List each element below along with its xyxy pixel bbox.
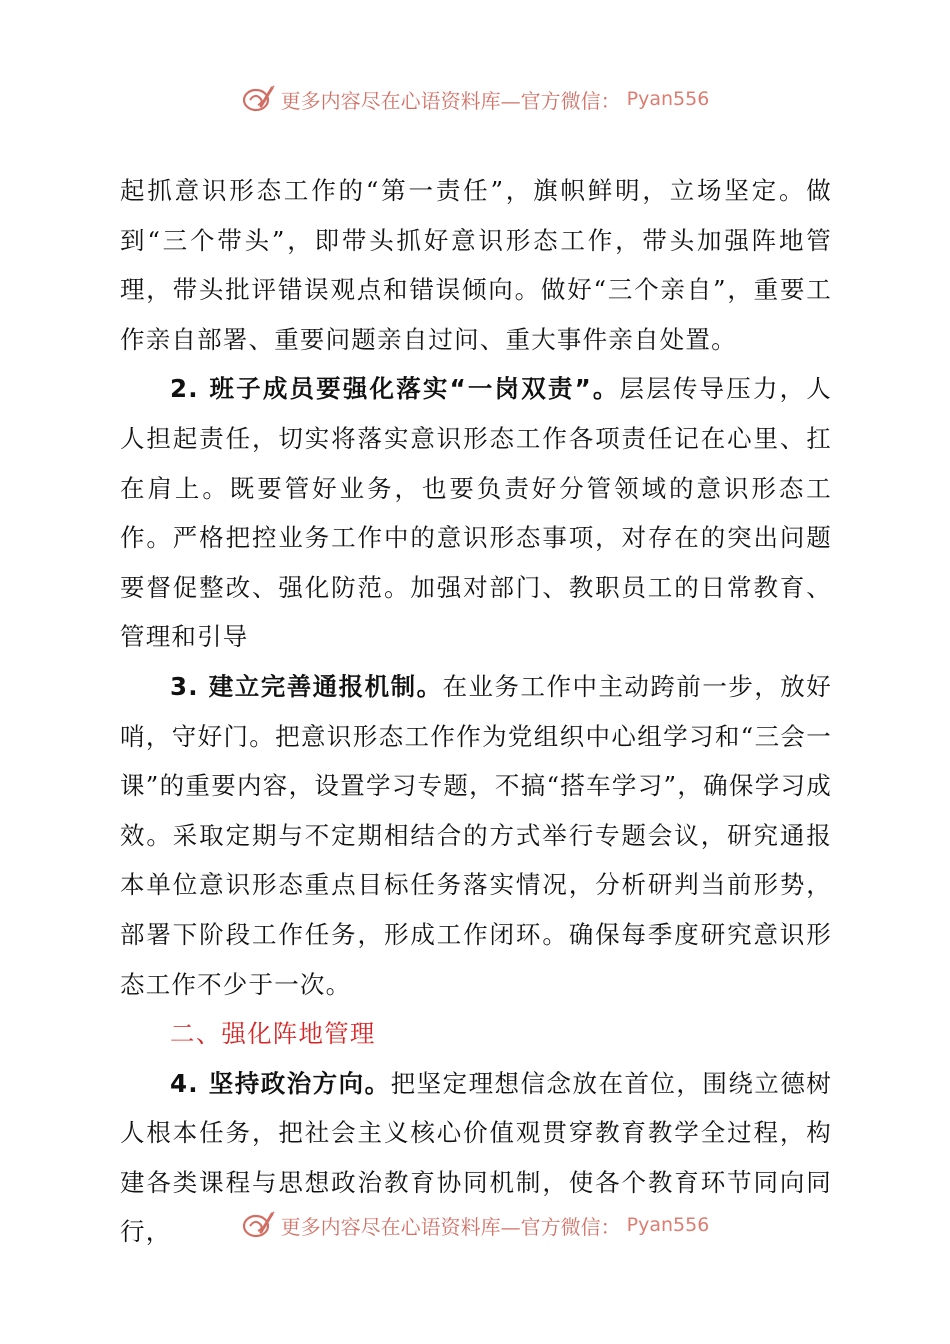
document-body bbox=[120, 166, 832, 1257]
pen-logo-icon bbox=[241, 1210, 275, 1240]
paragraph-4-body: 把坚定理想信念放在首位，围绕立德树人根本任务，把社会主义核心价值观贯穿教育教学全过程，构建各类课程与思想政治教育协同机制，使各个教育环节同向同行， bbox=[120, 1068, 832, 1247]
paragraph-4-lead: 4. 坚持政治方向。 bbox=[170, 1068, 391, 1098]
watermark-text: 更多内容尽在心语资料库—官方微信： bbox=[280, 1214, 621, 1239]
watermark-header bbox=[0, 84, 950, 114]
paragraph-2-body: 层层传导压力，人人担起责任，切实将落实意识形态工作各项责任记在心里、扛在肩上。既要管好业务，也要负责好分管领域的意识形态工作。严格把控业务工作中的意识形态事项，对存在的突出问题要督促整改、强化防范。加强对部门、教职员工的日常教育、管理和引导 bbox=[120, 374, 833, 652]
paragraph-1-body: 起抓意识形态工作的“第一责任”，旗帜鲜明，立场坚定。做到“三个带头”，即带头抓好意识形态工作，带头加强阵地管理，带头批评错误观点和错误倾向。做好“三个亲自”，重要工作亲自部署、重要问题亲自过问、重大事件亲自处置。 bbox=[120, 176, 832, 354]
paragraph-2 bbox=[120, 364, 832, 662]
pen-logo-icon bbox=[241, 84, 275, 114]
paragraph-2-lead: 2. 班子成员要强化落实“一岗双责”。 bbox=[170, 374, 620, 404]
watermark-text: 更多内容尽在心语资料库—官方微信： bbox=[280, 88, 621, 113]
watermark-id: Pyan556 bbox=[626, 88, 710, 110]
paragraph-3-lead: 3. 建立完善通报机制。 bbox=[170, 671, 443, 701]
watermark-id: Pyan556 bbox=[626, 1214, 710, 1236]
paragraph-1 bbox=[120, 166, 832, 364]
section-heading: 二、强化阵地管理 bbox=[170, 1019, 376, 1049]
paragraph-3 bbox=[120, 662, 832, 1009]
watermark-footer bbox=[0, 1210, 950, 1240]
paragraph-3-body: 在业务工作中主动跨前一步，放好哨，守好门。把意识形态工作作为党组织中心组学习和“三会一课”的重要内容，设置学习专题，不搞“搭车学习”，确保学习成效。采取定期与不定期相结合的方式举行专题会议，研究通报本单位意识形态重点目标任务落实情况，分析研判当前形势，部署下阶段工作任务，形成工作闭环。确保每季度研究意识形态工作不少于一次。 bbox=[120, 671, 832, 999]
